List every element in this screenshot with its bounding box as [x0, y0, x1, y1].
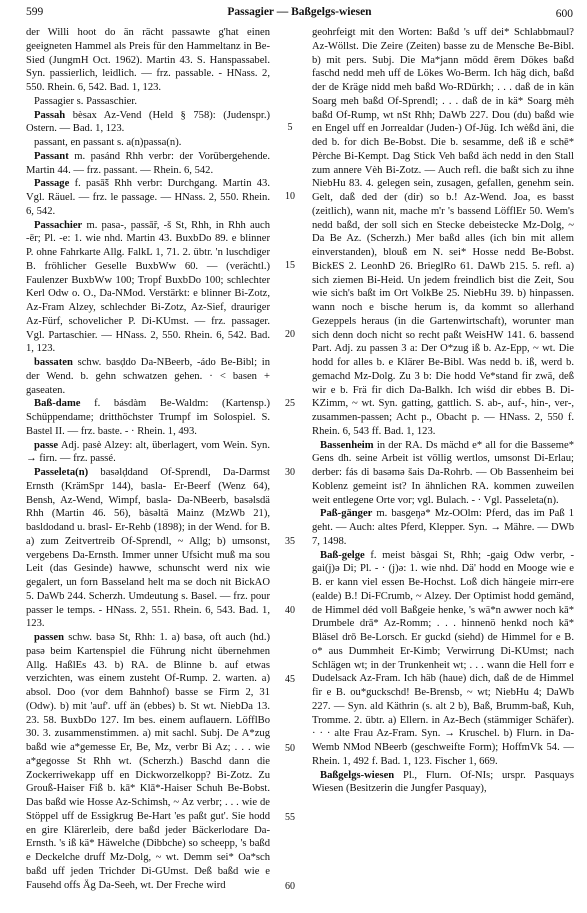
entry-headword: Passage — [34, 178, 70, 190]
entry-headword: Passeleta(n) — [34, 467, 89, 478]
entry-headword: bassaten — [34, 357, 73, 368]
entry-text: in der RA. Ds mächd e* all for die Basseme* Gens dh. seine Arbeit ist völlig wertlos, umsonst Di-Erlau; derber: fás di basəmə šais Da-Rohrb. — Ob Bassenheim bei Koblenz gemeint ist? In ähnlichen RA. kommen zuweilen weit entlegene Orte vor; vgl. Bulach. - · Vgl. Passeleta(n). — [312, 439, 574, 506]
entry-text: Passagier s. Passaschier. — [34, 95, 137, 107]
line-number: 15 — [285, 260, 295, 271]
line-number: 40 — [285, 605, 295, 616]
entry — [26, 26, 270, 95]
entry — [26, 397, 270, 438]
entry — [26, 95, 270, 109]
entry — [26, 219, 270, 357]
entry-text: Pl., Flurn. Of-NIs; urspr. Pasquays Wiesen (Besitzerin die Jungfer Pasquay), — [312, 769, 574, 795]
entry-text: Adj. pasè Alzey: alt, überlagert, vom Wein. Syn. → firn. — frz. passé. — [26, 439, 270, 465]
entry-text: schw. basə St, Rhh: 1. a) basə, oft auch (hd.) pasə beim Kartenspiel die Führung nicht übernehmen Allg. HaßlEs 43. b) RA. de Blinne b. auf etwas verzichten, was einem zusteht Of-Rump. 2. warten. a) absol. Doo (vor dem Bahnhof) basse se Firm 2, 31 (Odw). b) mit 'auf'. uff än (ebbes) b. St wt. NiebDa 13. 23. 58. BuxbDo 127. Im bes. einem auflauern. LöfflBo 30. 3. zusammenstimmen. a) mit sachl. Subj. De A*zug baßd wie a*gemesse Er, Be, Mz, verbr Bi Az; . . . wie a*gegosse St Rhh wt. (Scherzh.) Baschd dann die Zockerriwekapp uff en Dickworzelkopp? Bi-Zotz. Zu Grouß-Haiser Fiß b. kā* Klā*-Haiser Schuh Be-Bobst. Das baßd wie Hosse Az-Schimsh, ~ Az verbr; . . . wie de Stöppel uff de Essigkrug Be-Hart 'es paßt gut'. Sie hodd en gire Klärerleib, dere baßd jeder Bäckerlodare Da-Ernsth. 's iß kä* Häwelche (Dibbche) so scheepp, 's baßd e Deckelche druff Mz-Dolg, ~ wt. Demm sei* Oa*sch baßd uff jeden Trichder Di-GUmst. Deß baßd wie e Fausehd offs Äg Da-Seeh, wt. Der Freche wird — [26, 632, 270, 891]
entry — [26, 150, 270, 178]
line-number: 20 — [285, 329, 295, 340]
entry-text: f. pasā̃š Rhh verbr: Durchgang. Martin 43. Vgl. Räuel. — frz. le passage. — HNass. 2, 550. Rhein. 6, 542. — [26, 178, 270, 217]
line-number: 55 — [285, 812, 295, 823]
entry-headword: Passah — [34, 109, 66, 121]
entry — [26, 439, 270, 467]
entry — [312, 769, 574, 797]
entry-headword: passe — [34, 439, 59, 451]
line-number: 10 — [285, 191, 295, 202]
entry — [26, 177, 270, 218]
entry — [26, 109, 270, 137]
entry — [26, 631, 270, 892]
page-number-right: 600 — [555, 8, 573, 20]
entry-headword: Bassenheim — [320, 439, 374, 451]
line-number: 50 — [285, 743, 295, 754]
left-column — [26, 26, 270, 906]
entry-headword: Passant — [34, 150, 69, 162]
page-number-left: 599 — [26, 6, 44, 18]
entry-headword: Passachier — [34, 219, 83, 231]
entry-text: f. básdàm Be-Waldm: (Kartensp.) Schüppendame; dritthöchster Trumpf im Solospiel. S. Bastel II. — frz. baste. - · Rhein. 1, 493. — [26, 398, 270, 437]
line-number: 60 — [285, 881, 295, 892]
entry-text: m. basgeŋə* Mz-OOlm: Pferd, das im Paß 1 geht. — Auch: altes Pferd, Klepper. Syn. → Mähre. — DWb 7, 1498. — [312, 508, 574, 547]
entry-text: schw. basḍdo Da-NBeerb, -ádo Be-Bibl; in der Wend. b. gehn schwatzen gehen. · < basen + gaseaten. — [26, 357, 270, 396]
running-head: Passagier — Baßgelgs-wiesen — [227, 6, 372, 18]
line-number: 45 — [285, 674, 295, 685]
line-number: 25 — [285, 398, 295, 409]
entry-text: bèsax Az-Vend (Held § 758): (Judenspr.) Ostern. — Bad. 1, 123. — [26, 109, 270, 135]
entry-headword: Baß-dame — [34, 398, 81, 410]
entry-text: m. pasánd Rhh verbr: der Vorübergehende. Martin 44. — frz. passant. — Rhein. 6, 542. — [26, 150, 270, 176]
line-number: 30 — [285, 467, 295, 478]
entry — [26, 136, 270, 150]
entry-headword: Baß-gelge — [320, 549, 365, 561]
entry — [312, 439, 574, 508]
entry-text: m. pasa-, passā̃r, -š St, Rhh, in Rhh auch -ēr; Pl. -e: 1. wie nhd. Martin 43. BuxbDo 89. e blinner P. ohne Fahrkarte Allg. FalkL 1, 71. 2. übtr. 'n luschdiger B. fröhlicher Geselle BuxbWw 60. — (verächtl.) Faulenzer BuxbWw 100; Tropf BuxbDo 100; schlechter Kerl Odw o. O., Da-NMod. Verstärkt: e blinner Bi-Zotz, Az-Fram Alzey, schlechder Bi-Zotz, Az-Sief, drauriger Az-Fürf, schovelicher P. Di-KUmst. — frz. passager. Vgl. Partaschier. — HNass. 2, 550. Rhein. 6, 542. Bad. 1, 123. — [26, 219, 270, 355]
entry — [312, 549, 574, 769]
entry-text: f. meist bàsgai St, Rhh; -gaig Odw verbr, -gai(j)ə Di; Pl. - · (j)ə: 1. wie nhd. Dä' hodd en Mooge wie e B. er kann viel essen Be-Hochst. Loß dich hängeie mirr-ere (ealde) B.! Di-FCrumb, ~ Alzey. Der Optimist hodd gemänd, de Himmel déd voll Baßgeie henke, 's wä*n awwer noch kā* Drumbele drā* Az-Romm; . . . hinnenö henkd noch kā* Bläsel drō Be-Lorsch. Er guckd (siehd) de Himmel for e B. o* aus Dummheit Er-Kimb; Verwirrung Di-KUmst; nach Schlägen wt; in der Trunkenheit wt; . . . wann die Hell forr e Dudelsack Az-Fram. Ich häb (haue) dich, daß de de Himmel fir e B. ou*guckschd! Be-Brensb, ~ wt; NiebHu 4; DaWb 227. — Syn. ald Käthrin (s. alt 2 b), Baß, Brumm-baß, Kuh, Tromme. 2. übtr. a) Ellern. in Az-Bech (stämmiger Schäfer). · · · alte Frau Az-Fram. Syn. → Kruschel. b) Flurn. in Da-Wemb NMod NBeerb (geschweifte Form); HoffmVk 54. — Rhein. 1, 492 f. Bad. 1, 123. Fischer 1, 669. — [312, 549, 574, 767]
entry-headword: Baßgelgs-wiesen — [320, 769, 395, 781]
entry — [312, 26, 574, 439]
line-number: 5 — [287, 122, 293, 133]
right-column — [312, 26, 574, 906]
entry-text: passant, en passant s. a(n)passa(n). — [34, 137, 182, 148]
line-number-gutter — [272, 26, 308, 906]
entry-text: geohrfeigt mit den Worten: Baßd 's uff dei* Schlabbmaul? Az-Wöllst. Die Zeire (Zeiten) basse zu de Mensche Be-Bibl. b) mit pers. Subj. Die Ma*jann mödd ērem Dökes baßd faschd nedd meh uff de Lökes Wo-Berm. Ich häg dich, baßd der de Kräge nidd meh baßd Wo-RDürkh; . . . daß de in kän Soarg meh baßd Of-Sprendl; . . . daß de in kä* Soarg mèh baßd Of-Rump, wt nSt Rhh; DaWb 227. Dou (du) baßd wie en Engel uff en Jorrealdar (Juden-) Of-Jüg. Ich wèßd äni, die ded b. for dich Be-Bobst. Die b. sesamme, deß iß e schē* Pèrche Bi-Kempt. Dag Stick Veh baßd äch nedd in den Stall zum annere Vèh Bi-Zotz. — Auch refl. die baßt sich zu ihne NiebHu 83. 4. gelegen sein, zusagen, gefallen, genehm sein. Gelt, daß ded der (dir) so b.! Az-Wend. Joa, es basst (zeitlich), wann nit, mache m'r 's bassend LöfflEr 50. Wem's nedd baßd, der soll sich en Stecke debeistecke Mz-Dolg, ~ Da Be Az. (Scherzh.) Mer baßd alles (ich bin mit allem einverstanden), blouß em N. sei* Hosse nedd Be-Bobst. BickES 2. LeonhD 26. BrieglRo 61. DaWb 215. 5. refl. a) sich ziemen Bi-Heid. Un jedem freindlich bist die Zeit, Sou wie sich's baßt im Ort VolkBe 25. NiebHu 39. b) hinpassen. wann noch e bische herum is, da kommt so allerhand Gezeppels heraus (in die Gartenwirtschaft), worunter man sich denn doch nicht so recht paßt WeisHW 141. 6. bassend Part. Adj. zu passen 3 a: Der O*zug iß b. Az-Epp, ~ wt. Die hodd for alles b. e Klärer Be-Bibl. Was nedd b. iß, werd b. gemachd Mz-Dolg. Zu 3 b: Die hodd Ve*stand fir zwä, deß wir e b. Frä fir dich Da-Balkh. Ich wiśd dir ebbes B. Di-KZimm, ~ wt. Syn. gatting, gattlich. S. ab-, auf-, hin-, ver-, zusammen-passen; Acht p., Obacht p. — HNass. 2, 550 f. Rhein. 6, 543 ff. Bad. 1, 123. — [312, 27, 574, 437]
entry — [312, 507, 574, 548]
entry-text: basəlḍdand Of-Sprendl, Da-Darmst Ernsth (KrämSpr 144), basla- Er-Beerf (Wenz 64), Bensh, Az-Wend, Wimpf, basla- Da-NBeerb, basəlsdä Rhh (Martin 46. 56), bàsəltä Mainz (MzWb 21), basldodand u. brasl- Er-Rehb (1898); in der Wend. for B. a) zum Zeitvertreib Of-Sprendl, ~ Allg; b) umsonst, vergebens Da-Ernsth. Immer unner Ufsicht muß ma sou Leit (das Gesinde) hawwe, schunscht werd nix wie gegalert, un forn Basseland helt ma se doch nit BickAO 5. DaWb 244. Scherzh. Umdeutung s. Basel. — frz. pour passer le temps. - HNass. 2, 551. Rhein. 6, 543. Bad. 1, 123. — [26, 467, 270, 630]
entry-text: der Willi hoot do än rächt passawte g'hat einen geeigneten Hammel als Preis für den Hammeltanz in Be-Sied (JungmH Oct. 1962). Martin 43. S. Hanspassabel. Syn. passierlich, leidlich. — frz. passable. - HNass. 2, 550. Rhein. 6, 542. Bad. 1, 123. — [26, 27, 270, 93]
entry-headword: Paß-gänger — [320, 508, 373, 520]
page-header — [26, 4, 573, 22]
line-number: 35 — [285, 536, 295, 547]
entry-headword: passen — [34, 632, 65, 643]
entry — [26, 466, 270, 631]
entry — [26, 356, 270, 397]
